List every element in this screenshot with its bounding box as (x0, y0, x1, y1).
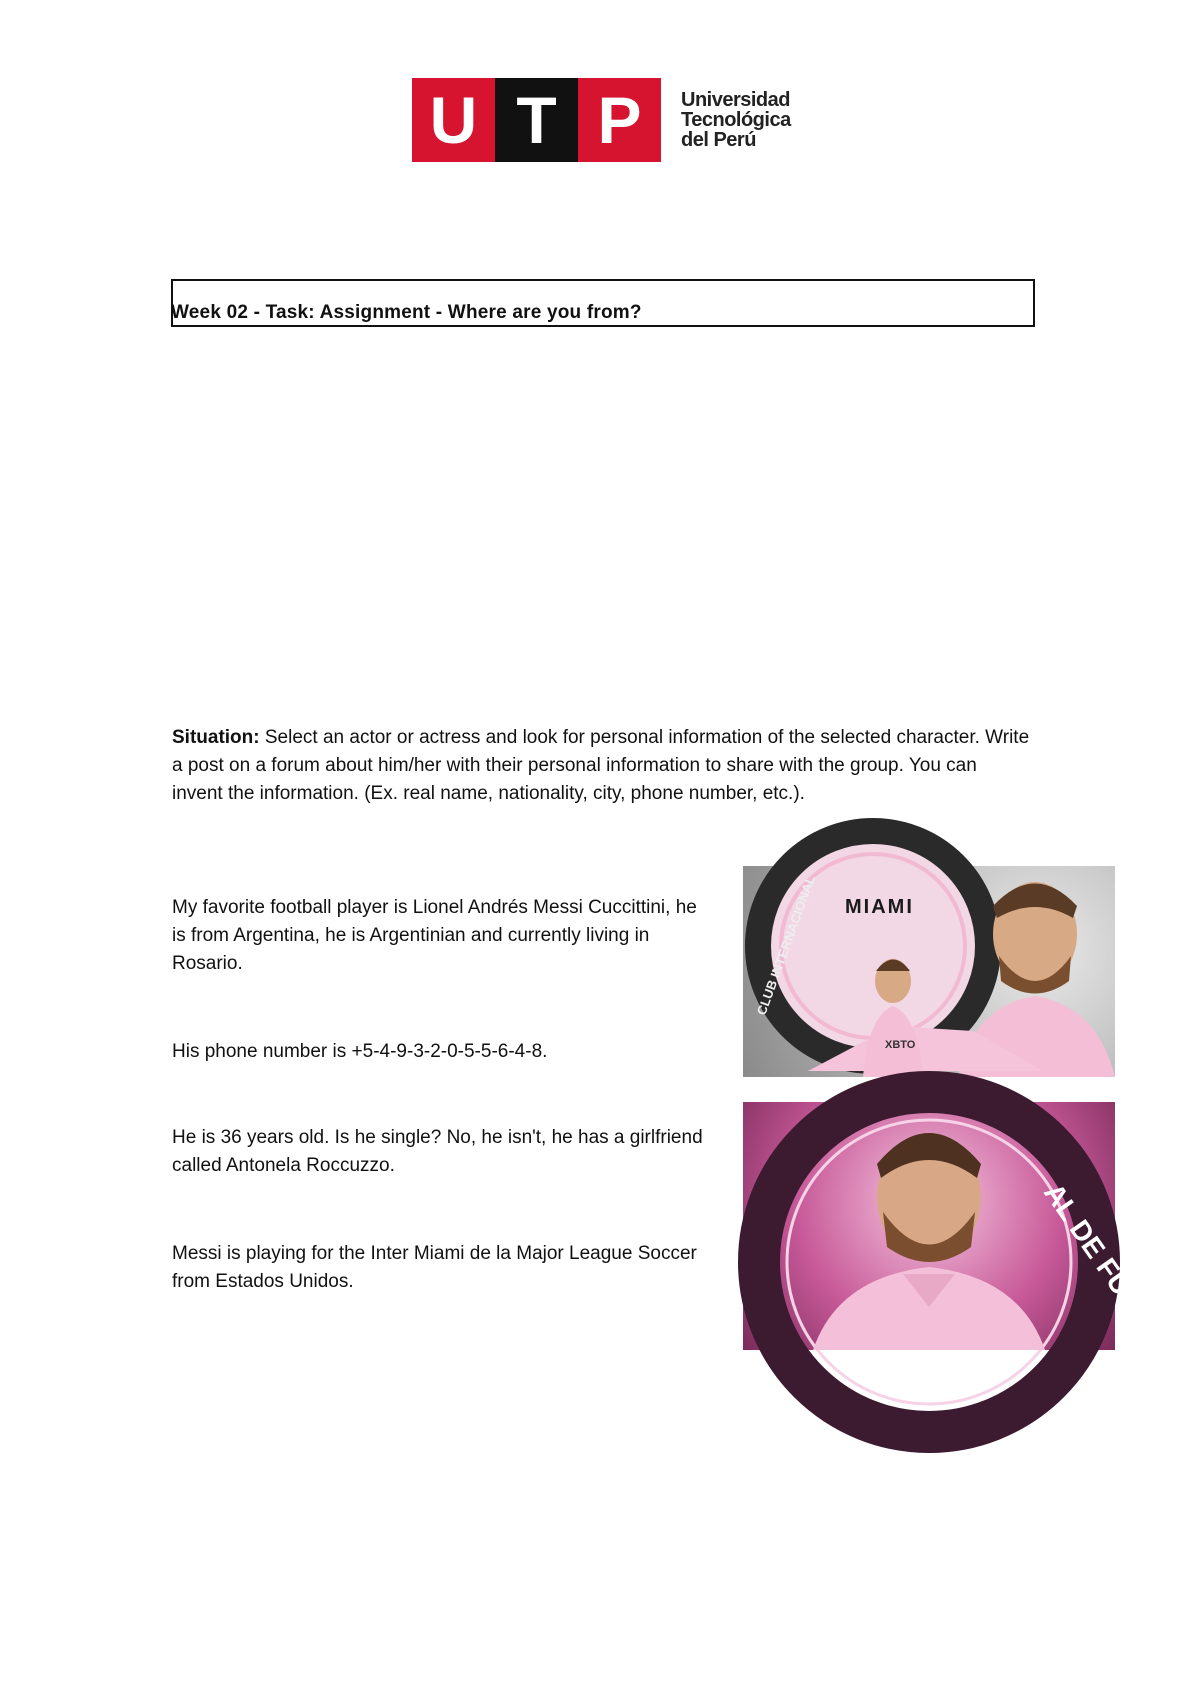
logo-letter-p: P (578, 78, 661, 162)
utp-logo-block (412, 78, 661, 162)
logo-letter-t: T (495, 78, 578, 162)
situation-text: Select an actor or actress and look for personal information of the selected character. Write a post on a forum about him/her with their personal information to share with the group. You can invent the information. (Ex. real name, nationality, city, phone number, etc.). (172, 727, 1030, 804)
situation-paragraph (172, 724, 1032, 808)
body-paragraph: Messi is playing for the Inter Miami de la Major League Soccer from Estados Unidos. (172, 1243, 697, 1292)
body-paragraph: He is 36 years old. Is he single? No, he isn't, he has a girlfriend called Antonela Roccuzzo. (172, 1127, 703, 1176)
university-name-line: del Perú (681, 129, 756, 151)
university-name (681, 90, 791, 150)
document-title: Week 02 - Task: Assignment - Where are you from? (171, 302, 642, 323)
utp-logo (412, 78, 791, 162)
crest-miami-text: MIAMI (845, 896, 914, 918)
crest-arc-text: AL DE FUTB (1038, 1177, 1159, 1332)
body-paragraph: My favorite football player is Lionel Andrés Messi Cuccittini, he is from Argentina, he is Argentinian and currently living in Rosario. (172, 897, 697, 974)
body-paragraph: His phone number is +5-4-9-3-2-0-5-5-6-4-8. (172, 1041, 548, 1062)
svg-text:CLUB INTERNACIONAL: CLUB INTERNACIONAL (753, 873, 819, 1018)
logo-letter-u: U (412, 78, 495, 162)
university-name-line: Tecnológica (681, 109, 791, 131)
messi-photo-1 (743, 866, 1115, 1077)
photo-2-illustration (743, 1102, 1159, 1350)
sponsor-text: XBTO (885, 1039, 916, 1051)
title-box (171, 279, 1035, 327)
photo-1-illustration (743, 866, 1115, 1077)
university-name-line: Universidad (681, 89, 790, 111)
messi-photo-2 (743, 1102, 1159, 1350)
situation-label: Situation: (172, 727, 260, 748)
